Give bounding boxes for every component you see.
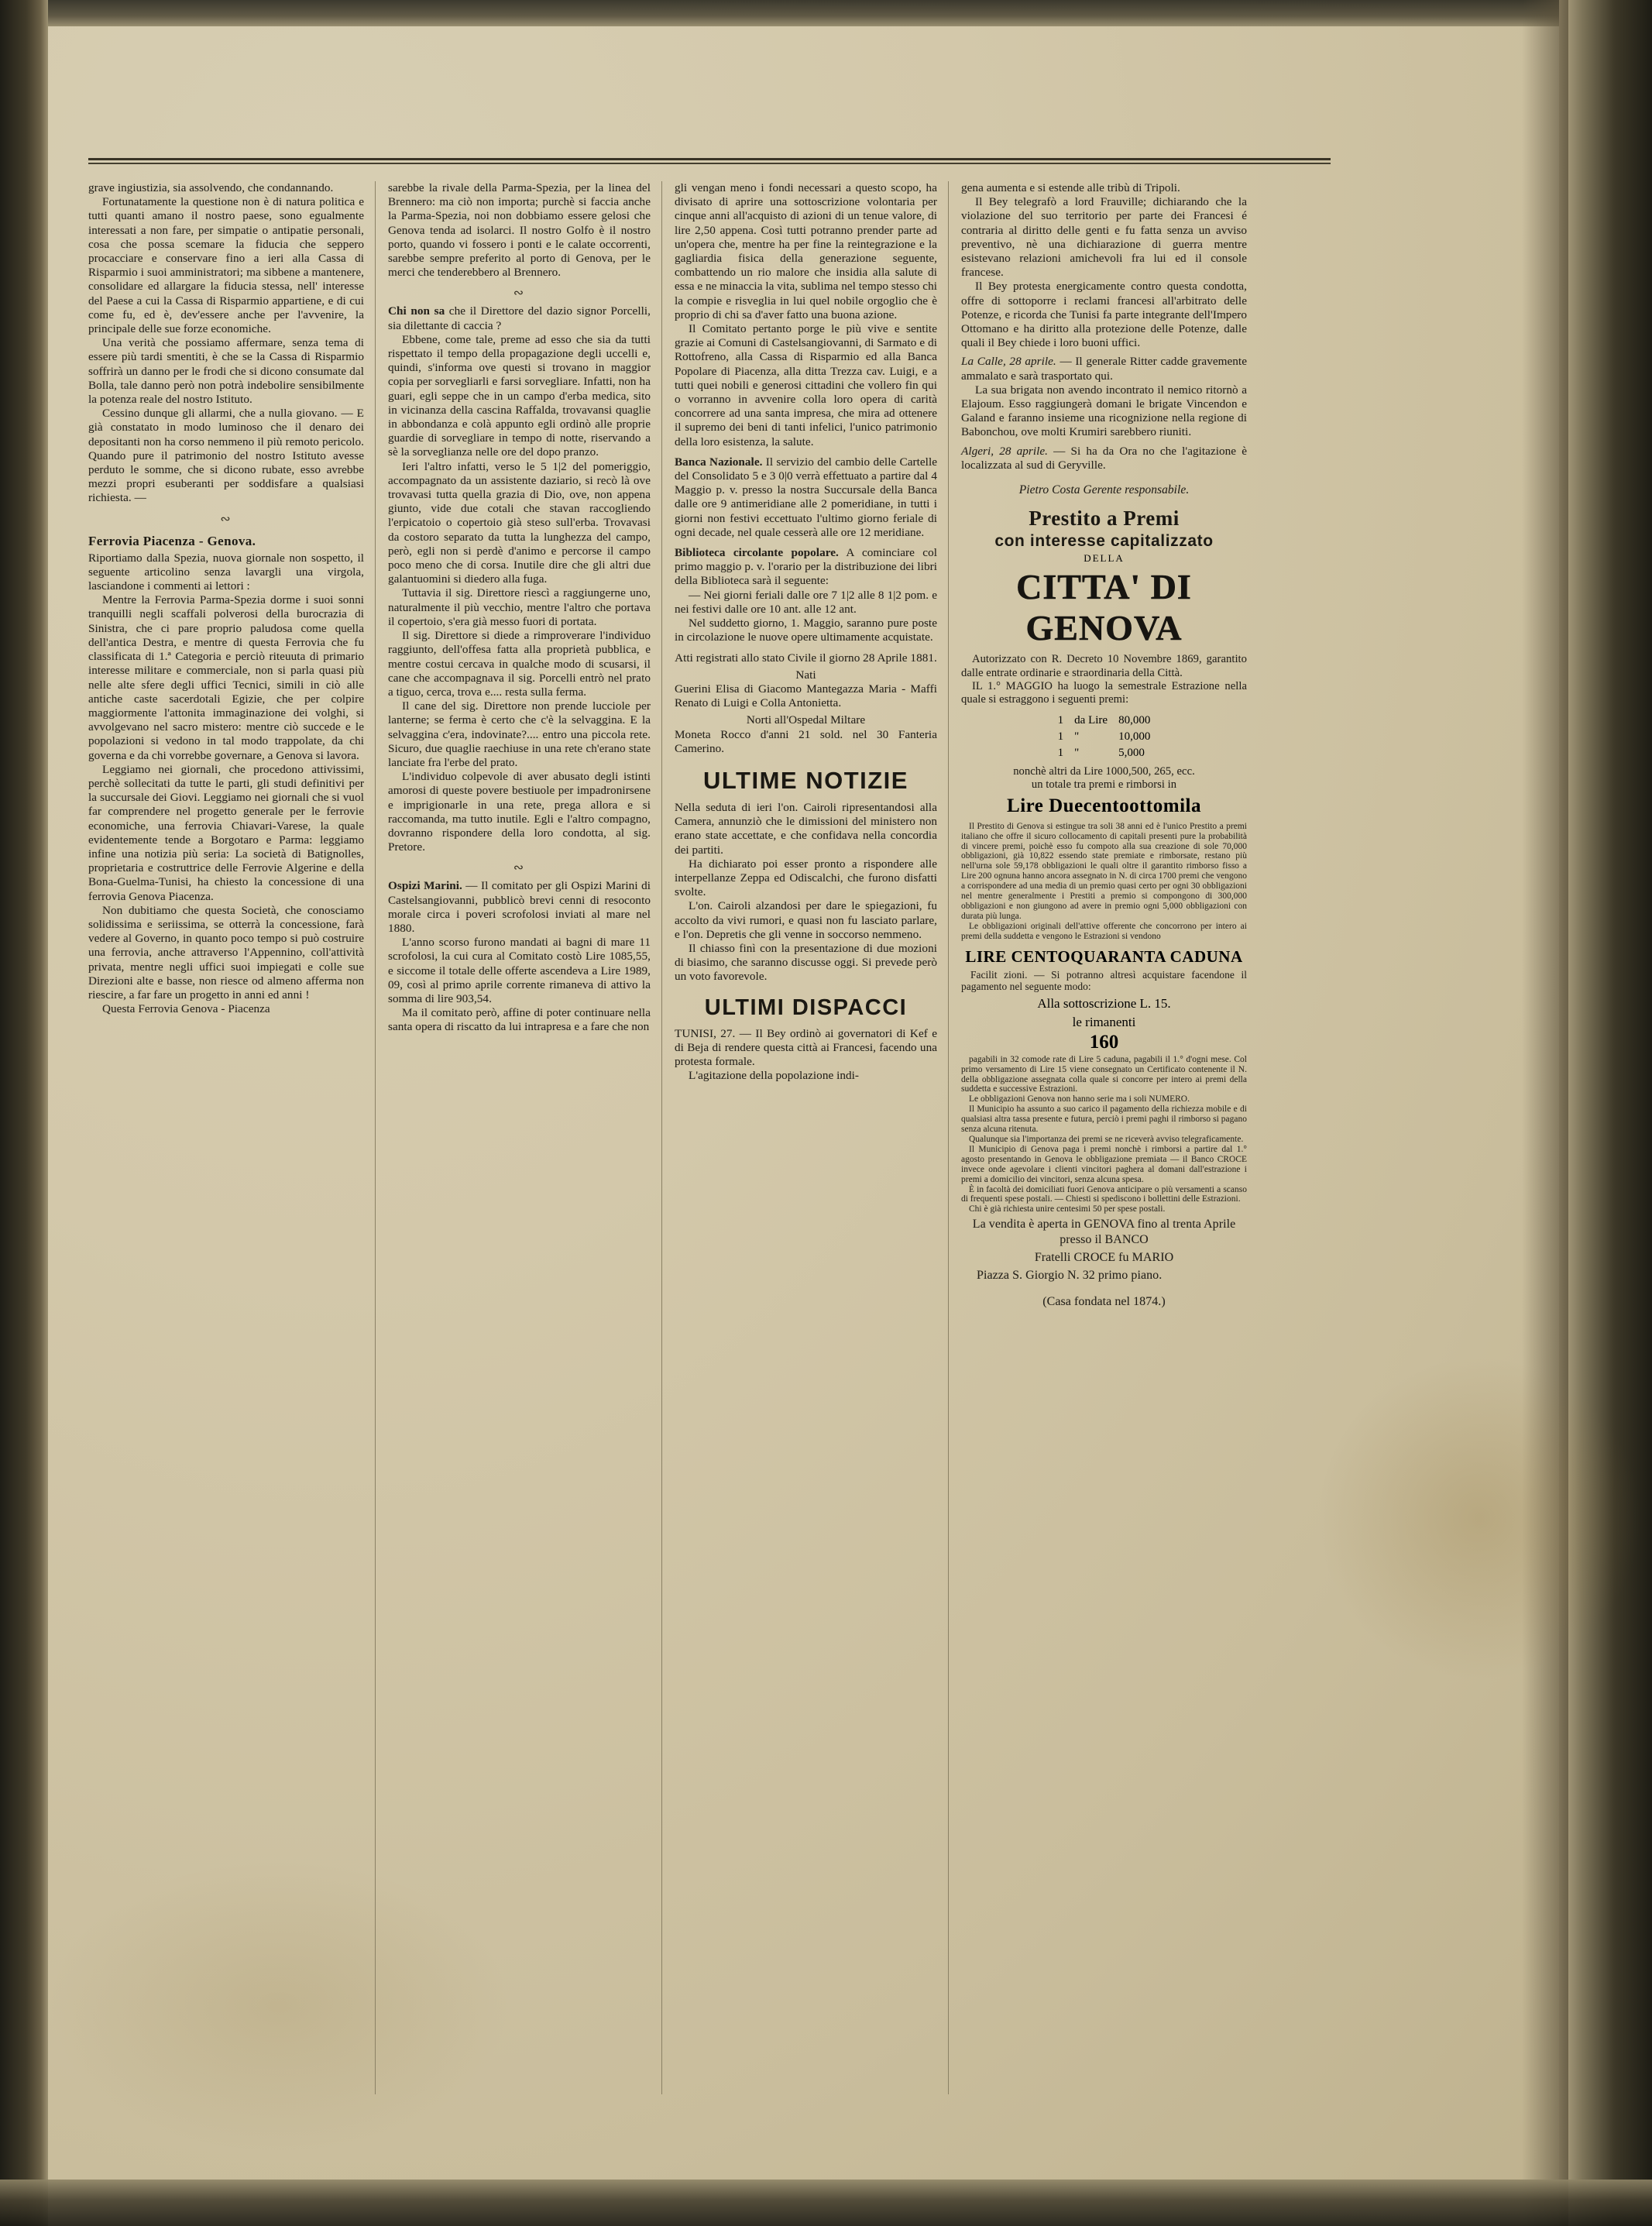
paragraph bbox=[388, 304, 651, 332]
ad-terms: Le obbligazioni Genova non hanno serie ma i soli NUMERO. bbox=[969, 1094, 1190, 1104]
column-1 bbox=[88, 181, 375, 2094]
paragraph: Fortunatamente la questione non è di natura politica e tutti quanti amano il nostro paese, sono egualmente interessati a non fare, per simpatie o antipatie personali, cosa che possa scemare la fiducia che seppero procacciare e conservare fino a ieri alla Cassa di Risparmio i suoi amministratori; ma sibbene a mantenere, consolidare ed allargare la fiducia stessa, nell' interesse del Paese a cui la Cassa di Risparmio appartiene, e di cui come fu, ed è, dev'essere anche per l'avvenire, la principale delle sue forze economiche. bbox=[88, 195, 364, 336]
paragraph: L'anno scorso furono mandati ai bagni di mare 11 scrofolosi, la cui cura al Comitato costò Lire 1085,55, e siccome il totale delle offerte ascendeva a Lire 1989, 09, così al primo aprile corrente rimaneva di attivo la somma di lire 903,54. bbox=[388, 936, 651, 1005]
deaths-list: Moneta Rocco d'anni 21 sold. nel 30 Fanteria Camerino. bbox=[675, 727, 937, 755]
prize-count: 1 bbox=[1057, 746, 1064, 759]
paragraph bbox=[388, 879, 651, 936]
paragraph: Tuttavia il sig. Direttore riescì a raggiungerne uno, naturalmente il più vecchio, mentre l'altro che portava il copertoio, s'era già messo fuori di portata. bbox=[388, 586, 651, 628]
paragraph: Leggiamo nei giornali, che procedono attivissimi, perchè sollecitati da tutte le parti, gli studi definitivi per la succursale dei Giovi. Leggiamo nei giornali che si vuol far comprendere nel progetto generale per le ferrovie economiche, una ferrovia Chiavari-Varese, la quale evidentemente tende a Borgotaro e Parma: leggiamo infine una notizia più seria: La società di Batignolles, proprietaria e costruttrice delle Ferrovie Algerine e della Bona-Guelma-Tunisi, ha chiesto la concessione di una ferrovia Genova Piacenza. bbox=[88, 762, 364, 903]
ad-facilitation: Facilit zioni. — Si potranno altresì acquistare facendone il pagamento nel seguente modo: bbox=[961, 968, 1247, 993]
ad-terms: Il Municipio di Genova paga i premi nonchè i rimborsi a partire dal 1.° agosto presentando in Genova le obbligazione premiata — il Banco CROCE invece onde agevolare i clienti vincitori paghera al domani dall'estrazione i premi a domicilio dei vincitori, senza alcuna spesa. bbox=[961, 1144, 1247, 1184]
paragraph-text: Il servizio del cambio delle Cartelle del Consolidato 5 e 3 0|0 verrà effettuato a partire dal 4 Maggio p. v. presso la nostra Succursale della Banca dalle ore 9 antimeridiane alle 2 pomeridiane, in tutti i giorni non festivi eccettuato l'ultimo giorno feriale di ogni decade, nel quale cesserà alle ore 12 meridiane. bbox=[675, 455, 938, 539]
ad-terms: Qualunque sia l'importanza dei premi se ne riceverà avviso telegraficamente. bbox=[969, 1135, 1244, 1145]
paragraph: Riportiamo dalla Spezia, nuova giornale non sospetto, il seguente articolino senza lavargli una virgola, lasciandone i commenti ai lettori : bbox=[88, 551, 364, 593]
paragraph bbox=[675, 455, 937, 540]
prize-amount: 10,000 bbox=[1118, 730, 1151, 743]
ornament-divider: ∾ bbox=[513, 861, 526, 875]
ad-subscription-line: Alla sottoscrizione L. 15. bbox=[1037, 995, 1171, 1011]
paragraph: Il cane del sig. Direttore non prende lucciole per lanterne; se ferma è certo che c'è la selvaggina. E la selvaggina c'era, indovinate?.... entro una piccola rete. Sicuro, due quaglie raechiuse in una rete ch'erano state lanciate fra l'erbe del prato. bbox=[388, 699, 651, 769]
ad-terms: pagabili in 32 comode rate di Lire 5 caduna, pagabili il 1.° d'ogni mese. Col primo versamento di Lire 15 viene consegnato un Certificato contenente il N. della obbligazione assegnata colla quale si concorre per intero ai premi della suddetta e successive Estrazioni. bbox=[961, 1054, 1247, 1094]
registry-note: Atti registrati allo stato Civile il giorno 28 Aprile 1881. bbox=[675, 651, 937, 665]
ad-remaining-amount: 160 bbox=[1089, 1031, 1119, 1053]
run-in-heading: Biblioteca circolante popolare. bbox=[675, 546, 839, 560]
ad-title-secondary: con interesse capitalizzato bbox=[994, 532, 1214, 551]
advertisement-prestito-a-premi bbox=[961, 507, 1247, 1310]
paragraph: Il Bey protesta energicamente contro questa condotta, offre di sottoporre i reclami francesi all'arbitrato delle Potenze, e ricorda che Tunisi fa parte integrante dell'Impero Ottomano e ha diritto alla protezione delle Potenze, dalle quali il Bey chiede i loro buoni uffici. bbox=[961, 280, 1247, 350]
prize-count: 1 bbox=[1057, 730, 1064, 743]
page-edge-right bbox=[1559, 0, 1652, 2226]
column-4 bbox=[948, 181, 1258, 2094]
paragraph: Ieri l'altro infatti, verso le 5 1|2 del pomeriggio, accompagnato da un assistente daziario, si recò là ove trovavasi tutta quella grazia di Dio, ove, non appena giunto, vide due cotali che stavan raccogliendo l'erpicatoio o copertoio già steso sull'erba. Trovavasi da costoro separato da tutta la lunghezza del campo, però, egli non si perdè d'animo e percorse il campo poco meno che di corsa. Inutile dire che gli altri due galantuomini si diedero alla fuga. bbox=[388, 459, 651, 586]
paragraph: Il Comitato pertanto porge le più vive e sentite grazie ai Comuni di Castelsangiovanni, di Sarmato e di Rottofreno, alla Cassa di Risparmio ed alla Banca Popolare di Piacenza, alla ditta Trezza cav. Luigi, e a tutti quei nobili e generosi cittadini che vollero fin qui o vorranno in avvenire colla loro opera di carità concorrere ad una santa impresa, che mira ad ottenere il supremo dei beni di tanti infelici, l'unico patrimonio della loro esistenza, la salute. bbox=[675, 322, 937, 448]
column-3 bbox=[661, 181, 948, 2094]
paragraph: Ma il comitato però, affine di poter continuare nella santa opera di riscatto da lui intrapresa e a fare che non bbox=[388, 1006, 651, 1034]
paragraph: La sua brigata non avendo incontrato il nemico ritornò a Elajoum. Esso raggiungerà domani le brigate Vincendon e Galand e faranno insieme una ricognizione nella regione di Babonchou, ove molti Krumiri sarebbero riuniti. bbox=[961, 383, 1247, 439]
paragraph: L'on. Cairoli alzandosi per dare le spiegazioni, fu accolto da vivi rumori, e quasi non fu lasciato parlare, e l'on. Depretis che gli venne in soccorso nemmeno. bbox=[675, 899, 937, 941]
paragraph: Il sig. Direttore si diede a rimproverare l'individuo raggiunto, dell'offesa fatta alla proprietà pubblica, e mentre costui cercava in qualche modo di scusarsi, il cane che accompagnava il sig. Porcelli entrò nel prato a tiguo, cerca, trova e.... resta sulla ferma. bbox=[388, 629, 651, 699]
top-rule-secondary bbox=[88, 163, 1331, 164]
run-in-heading: Chi non sa bbox=[388, 304, 445, 318]
ad-terms: Chi è già richiesta unire centesimi 50 per spese postali. bbox=[969, 1204, 1166, 1214]
paragraph-text: — Il comitato per gli Ospizi Marini di Castelsangiovanni, pubblicò brevi cenni di resoconto morale circa i poveri scrofolosi inviati al mare nel 1880. bbox=[388, 879, 651, 935]
paragraph bbox=[675, 546, 937, 589]
paragraph: Il Bey telegrafò a lord Frauville; dichiarando che la violazione del suo territorio per parte dei Francesi é contraria al diritto delle genti e fu fatta senza un avviso preventivo, nè una dichiarazione di guerra mentre esistevano relazioni amichevoli fra lui ed il console francese. bbox=[961, 195, 1247, 280]
page-edge-left bbox=[0, 0, 48, 2226]
ad-address: Piazza S. Giorgio N. 32 primo piano. bbox=[977, 1269, 1163, 1283]
prize-amount: 5,000 bbox=[1118, 746, 1145, 759]
ad-remaining-label: le rimanenti bbox=[1072, 1014, 1136, 1029]
section-heading-ultime-notizie: ULTIME NOTIZIE bbox=[703, 766, 908, 794]
paragraph: grave ingiustizia, sia assolvendo, che condannando. bbox=[88, 181, 334, 194]
paragraph bbox=[961, 445, 1247, 472]
prize-amount: 80,000 bbox=[1118, 713, 1151, 727]
ad-authorization: Autorizzato con R. Decreto 10 Novembre 1869, garantito dalle entrate ordinarie e straordinaria della Città. bbox=[961, 653, 1247, 679]
prize-label: " bbox=[1074, 730, 1080, 743]
page-edge-top bbox=[0, 0, 1652, 26]
deaths-label: Norti all'Ospedal Miltare bbox=[746, 713, 866, 727]
column-2 bbox=[375, 181, 661, 2094]
births-list: Guerini Elisa di Giacomo Mantegazza Maria - Maffi Renato di Luigi e Colla Antonietta. bbox=[675, 682, 937, 710]
ad-city-name: CITTA' DI GENOVA bbox=[1016, 567, 1192, 648]
paragraph: — Nei giorni feriali dalle ore 7 1|2 alle 8 1|2 pom. e nei festivi dalle ore 10 ant. alle 12 ant. bbox=[675, 588, 937, 616]
paragraph: Nella seduta di ieri l'on. Cairoli ripresentandosi alla Camera, annunziò che le dimissioni del ministero non erano state accettate, e che confidava nella concordia dei partiti. bbox=[675, 800, 937, 857]
paragraph-text: che il Direttore del dazio signor Porcelli, sia dilettante di caccia ? bbox=[388, 304, 651, 332]
column-grid bbox=[88, 181, 1374, 2094]
prize-count: 1 bbox=[1057, 713, 1064, 727]
paragraph: Ebbene, come tale, preme ad esso che sia da tutti rispettato il tempo della propagazione degli uccelli e, quindi, s'informa ove questi si trovano in maggior copia per sorvegliarli e farsi sorvegliare. Infatti, non ha guari, egli seppe che in un campo d'erba medica, sito in vicinanza della cascina Raffalda, trovavansi quaglie in abbondanza e colà appunto egli ordinò alle proprie guardie di sorvegliare in tempo di notte, riservando a sè la sorveglianza nelle ore del dopo pranzo. bbox=[388, 332, 651, 459]
ad-total-line: un totale tra premi e rimborsi in bbox=[1031, 778, 1177, 792]
ad-fineprint: Il Prestito di Genova si estingue tra soli 38 anni ed è l'unico Prestito a premi italiano che offre il sicuro collocamento di capitali presenti pure la probabilità di vincere premi, poichè esso fu compoto alla sua creazione di sole 70,000 obbligazioni, già 10,822 essendo state premiate e rimborsate, restano più nell'urna sole 59,178 obbligazioni le quali oltre il garantito rimborso fisso a Lire 200 ognuna hanno ancora assegnato in N. di circa 1700 premi che vengono a corrispondere ad una media di un premio quasi certo per ogni 30 obbligazioni nel mentre generalmente i Prestiti a premio si compongono di 300,000 obbligazioni e non giungono ad avere in premio ogni 5,000 obbligazioni con durata più lunga. bbox=[961, 821, 1247, 921]
section-heading-ultimi-dispacci: ULTIMI DISPACCI bbox=[704, 994, 908, 1020]
ad-draw-intro: IL 1.° MAGGIO ha luogo la semestrale Estrazione nella quale si estraggono i seguenti premi: bbox=[961, 680, 1247, 706]
paragraph: Questa Ferrovia Genova - Piacenza bbox=[102, 1002, 270, 1016]
dispatch-text: — Si ha da Ora no che l'agitazione è localizzata al sud di Geryville. bbox=[961, 444, 1247, 472]
ad-other-prizes: nonchè altri da Lire 1000,500, 265, ecc. bbox=[1013, 764, 1195, 778]
printed-sheet bbox=[48, 26, 1558, 2195]
table-row bbox=[1053, 730, 1156, 744]
paragraph-text: A cominciare col primo maggio p. v. l'orario per la distribuzione dei libri della Biblioteca sarà il seguente: bbox=[675, 546, 937, 588]
paragraph: TUNISI, 27. — Il Bey ordinò ai governatori di Kef e di Beja di rendere questa città ai Francesi, facendo una protesta formale. bbox=[675, 1026, 937, 1068]
paragraph: Il chiasso finì con la presentazione di due mozioni di biasimo, che saranno discusse oggi. Si prevede però un voto favorevole. bbox=[675, 941, 937, 984]
table-row bbox=[1053, 713, 1156, 728]
prize-label: " bbox=[1074, 746, 1080, 759]
ad-title-primary: Prestito a Premi bbox=[1029, 507, 1180, 531]
prize-label: da Lire bbox=[1074, 713, 1108, 727]
ad-della-label: DELLA bbox=[1084, 552, 1125, 565]
ad-price-per-unit: LIRE CENTOQUARANTA CADUNA bbox=[965, 946, 1243, 966]
ad-terms: Il Municipio ha assunto a suo carico il pagamento della richiezza mobile e di qualsiasi altra tassa presente e futura, perciò i premi paghi il rimborso si pagano senza alcuna ritenuta. bbox=[961, 1104, 1247, 1135]
dispatch-place: La Calle, 28 aprile. bbox=[961, 355, 1056, 369]
ad-terms: È in facoltà dei domiciliati fuori Genova anticipare o più versamenti a scanso di frequenti spese postali. — Chiesti si spediscono i bollettini delle Estrazioni. bbox=[961, 1184, 1247, 1204]
ad-bank-name: Fratelli CROCE fu MARIO bbox=[1034, 1251, 1174, 1265]
ad-prize-table bbox=[1052, 712, 1157, 762]
ad-founded: (Casa fondata nel 1874.) bbox=[1042, 1295, 1166, 1309]
paragraph: L'individuo colpevole di aver abusato degli istinti amorosi di queste povere bestiuole per impadronirsene e imprigionarle in una rete, prega allora e si raccomanda, ma tutto inutile. Egli e l'altro compagno, dovranno rispondere della loro condotta, al sig. Pretore. bbox=[388, 770, 651, 854]
paragraph: gena aumenta e si estende alle tribù di Tripoli. bbox=[961, 181, 1180, 194]
paragraph: Una verità che possiamo affermare, senza tema di essere più tardi smentiti, è che se la Cassa di Risparmio soffrirà un danno per le frodi che si dicono consumate dal Bolla, tale danno però non potrà indebolire sensibilmente la potenza reale del nostro Istituto. bbox=[88, 336, 364, 407]
ad-sale-location: La vendita è aperta in GENOVA fino al trenta Aprile presso il BANCO bbox=[972, 1218, 1236, 1247]
births-label: Nati bbox=[795, 668, 816, 682]
paragraph: Mentre la Ferrovia Parma-Spezia dorme i suoi sonni tranquilli negli scaffali polverosi della burocrazia di Sinistra, che ci pare proprio paludosa come quella dell'antica Destra, e mentre di questa Ferrovia che fu classificata di 1.ª Categoria e perciò riteuuta di primario interesse militare e commerciale, non si parla quasi più nelle alte sfere degli uffici Tecnici, simili in ciò alle antiche caste sacerdotali Egizie, che per colpire maggiormente l'attonita immaginazione dei volghi, si avvolgevano nel sacro mistero: mentre ciò succede e le popolazioni si vedono in tal modo trappolate, da chi governa e da chi vorrebbe governare, a Genova si lavora. bbox=[88, 593, 364, 762]
paragraph: sarebbe la rivale della Parma-Spezia, per la linea del Brennero: ma ciò non importa; purchè si faccia anche la Parma-Spezia, noi non dobbiamo essere gelosi che Genova tenda ad isolarci. Il nostro Golfo è il nostro porto, quando vi fossero i ponti e le calate occorrenti, sarebbe sempre preferito al porto di Genova, per le merci che tenderebbero al Brennero. bbox=[388, 181, 651, 280]
table-row bbox=[1053, 746, 1156, 761]
paragraph bbox=[961, 355, 1247, 383]
top-rule bbox=[88, 158, 1331, 160]
ad-note: Le obbligazioni originali dell'attive offerente che concorrono per intero ai premi della suddetta e vengono le Estrazioni si vendono bbox=[961, 921, 1247, 941]
article-heading: Ferrovia Piacenza - Genova. bbox=[88, 533, 256, 548]
paragraph: Cessino dunque gli allarmi, che a nulla giovano. — E già constatato in modo luminoso che il denaro dei depositanti non ha corso nemmeno il più remoto pericolo. Quando pure il patrimonio del nostro Istituto avesse perduto le somme, che si dicono rubate, esso avrebbe mezzi propri esuberanti per soddisfare a qualsiasi richiesta. — bbox=[88, 407, 364, 505]
paragraph: Non dubitiamo che questa Società, che conosciamo solidissima e seriissima, se otterrà la concessione, farà vedere al Governo, in quanto poco tempo si può costruire una ferrovia, anche attraverso l'Appennino, coll'attività privata, mentre negli uffici suoi impiegati e colle sue Direzioni alte e basse, non riesce od almeno afferma non riescire, a far fare un progetto in anni ed anni ! bbox=[88, 903, 364, 1001]
ad-total-amount: Lire Duecentoottomila bbox=[1007, 795, 1201, 816]
ornament-divider: ∾ bbox=[513, 287, 526, 301]
editor-signature: Pietro Costa Gerente responsabile. bbox=[1018, 483, 1190, 497]
run-in-heading: Banca Nazionale. bbox=[675, 455, 763, 469]
paragraph: L'agitazione della popolazione indi- bbox=[689, 1069, 860, 1083]
dispatch-place: Algeri, 28 aprile. bbox=[961, 444, 1049, 458]
paragraph: Ha dichiarato poi esser pronto a rispondere alle interpellanze Zeppa ed Odiscalchi, che furono disfatti svolte. bbox=[675, 857, 937, 899]
run-in-heading: Ospizi Marini. bbox=[388, 879, 462, 893]
dispatch-text: — Il generale Ritter cadde gravemente ammalato e sarà trasportato qui. bbox=[961, 355, 1247, 383]
ornament-divider: ∾ bbox=[220, 512, 232, 526]
paragraph: Nel suddetto giorno, 1. Maggio, saranno pure poste in circolazione le nuove opere ultimamente acquistate. bbox=[675, 617, 937, 644]
paragraph: gli vengan meno i fondi necessari a questo scopo, ha divisato di aprire una sottoscrizione volontaria per cinque anni all'acquisto di azioni di un tenue valore, di lire 2,50 appena. Così tutti potranno prender parte ad un'opera che, mentre ha per fine la reintegrazione e la gagliardia fisica della generazione seguente, combattendo un rio malore che insidia alla salute di essa e ne minaccia la vita, sublima nel tempo stesso chi la compie e risveglia in lui quel nobile orgoglio che è proprio di chi sa d'aver fatto una buona azione. bbox=[675, 181, 937, 321]
